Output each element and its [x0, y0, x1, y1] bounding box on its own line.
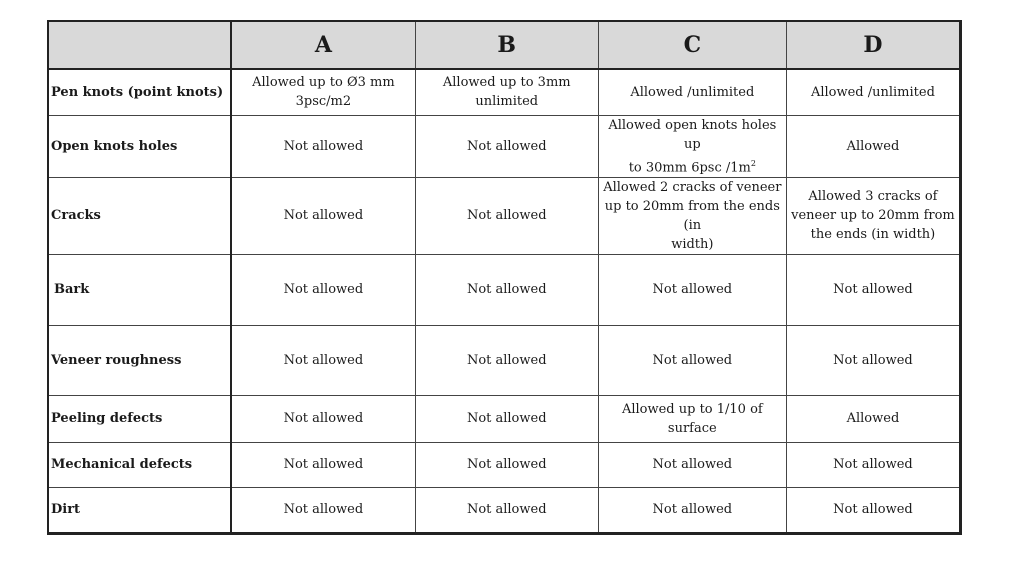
cell-bark-c: [598, 254, 786, 325]
header-grade-d: D: [786, 21, 960, 69]
cell-text: Allowed: [846, 411, 900, 427]
header-grade-a: A: [231, 21, 415, 69]
row-label-cracks: Cracks: [48, 177, 231, 254]
cell-open-knots-a: [231, 115, 415, 177]
cell-roughness-c: [598, 325, 786, 395]
cell-mechanical-b: [415, 442, 598, 487]
row-label-peeling-defects: Peeling defects: [48, 395, 231, 442]
cell-text: Not allowed: [466, 411, 547, 427]
cell-pen-knots-a: [231, 69, 415, 115]
cell-peeling-b: [415, 395, 598, 442]
cell-pen-knots-b: [415, 69, 598, 115]
cell-text: Not allowed: [652, 502, 733, 518]
cell-mechanical-c: [598, 442, 786, 487]
cell-roughness-b: [415, 325, 598, 395]
cell-dirt-b: [415, 487, 598, 533]
cell-text: Not allowed: [283, 457, 364, 473]
table-row: [48, 254, 961, 325]
cell-dirt-a: [231, 487, 415, 533]
cell-mechanical-a: [231, 442, 415, 487]
cell-cracks-d: [786, 177, 960, 254]
cell-bark-d: [786, 254, 960, 325]
row-label-mechanical-defects: Mechanical defects: [48, 442, 231, 487]
cell-cracks-a: [231, 177, 415, 254]
cell-text: Not allowed: [833, 502, 913, 518]
cell-text: Allowed up to 1/10 of surface: [621, 401, 763, 436]
cell-text: Allowed /unlimited: [630, 84, 755, 100]
cell-text: Not allowed: [466, 208, 547, 224]
cell-text: Not allowed: [833, 352, 913, 368]
table-row: [48, 115, 961, 177]
cell-dirt-d: [786, 487, 960, 533]
superscript: 2: [750, 158, 756, 168]
cell-open-knots-b: [415, 115, 598, 177]
cell-text: Allowed /unlimited: [810, 84, 935, 100]
cell-text: Not allowed: [652, 282, 733, 298]
row-label-dirt: Dirt: [48, 487, 231, 533]
table-row: [48, 177, 961, 254]
header-corner: [48, 21, 231, 69]
cell-cracks-b: [415, 177, 598, 254]
table-row: [48, 69, 961, 115]
cell-text: Allowed: [846, 138, 900, 154]
row-label-pen-knots: Pen knots (point knots): [48, 69, 231, 115]
table-row: [48, 487, 961, 533]
cell-open-knots-c: [598, 115, 786, 177]
table-row: [48, 395, 961, 442]
row-label-open-knots-holes: Open knots holes: [48, 115, 231, 177]
grade-table-container: [47, 20, 962, 535]
cell-text: Allowed up to Ø3 mm 3psc/m2: [252, 75, 395, 110]
cell-roughness-a: [231, 325, 415, 395]
cell-text: Not allowed: [466, 352, 547, 368]
cell-roughness-d: [786, 325, 960, 395]
cell-text: Not allowed: [283, 352, 364, 368]
cell-text: Not allowed: [466, 502, 547, 518]
cell-text: Not allowed: [283, 208, 364, 224]
row-label-veneer-roughness: Veneer roughness: [48, 325, 231, 395]
grade-table: [47, 20, 962, 535]
cell-text: Not allowed: [833, 282, 913, 298]
cell-text: Not allowed: [833, 457, 913, 473]
cell-text: Not allowed: [283, 138, 364, 154]
cell-text: Not allowed: [283, 502, 364, 518]
header-grade-b: B: [415, 21, 598, 69]
cell-text: Allowed 3 cracks of veneer up to 20mm from the ends (in width): [791, 189, 955, 243]
table-row: [48, 442, 961, 487]
cell-mechanical-d: [786, 442, 960, 487]
header-row: [48, 21, 961, 69]
cell-cracks-c: [598, 177, 786, 254]
table-row: [48, 325, 961, 395]
cell-text: Not allowed: [283, 282, 364, 298]
cell-peeling-d: [786, 395, 960, 442]
cell-text: Allowed open knots holes up to 30mm 6psc /1m: [608, 117, 777, 175]
cell-pen-knots-c: [598, 69, 786, 115]
cell-text: Allowed up to 3mm unlimited: [442, 75, 571, 110]
cell-text: Not allowed: [283, 411, 364, 427]
cell-text: Allowed 2 cracks of veneer up to 20mm from the ends (in width): [603, 179, 782, 252]
cell-bark-b: [415, 254, 598, 325]
cell-open-knots-d: [786, 115, 960, 177]
header-grade-c: C: [598, 21, 786, 69]
cell-text: Not allowed: [652, 352, 733, 368]
cell-text: Not allowed: [652, 457, 733, 473]
cell-dirt-c: [598, 487, 786, 533]
row-label-bark: Bark: [48, 254, 231, 325]
cell-text: Not allowed: [466, 282, 547, 298]
cell-peeling-c: [598, 395, 786, 442]
cell-pen-knots-d: [786, 69, 960, 115]
cell-peeling-a: [231, 395, 415, 442]
cell-bark-a: [231, 254, 415, 325]
cell-text: Not allowed: [466, 138, 547, 154]
cell-text: Not allowed: [466, 457, 547, 473]
